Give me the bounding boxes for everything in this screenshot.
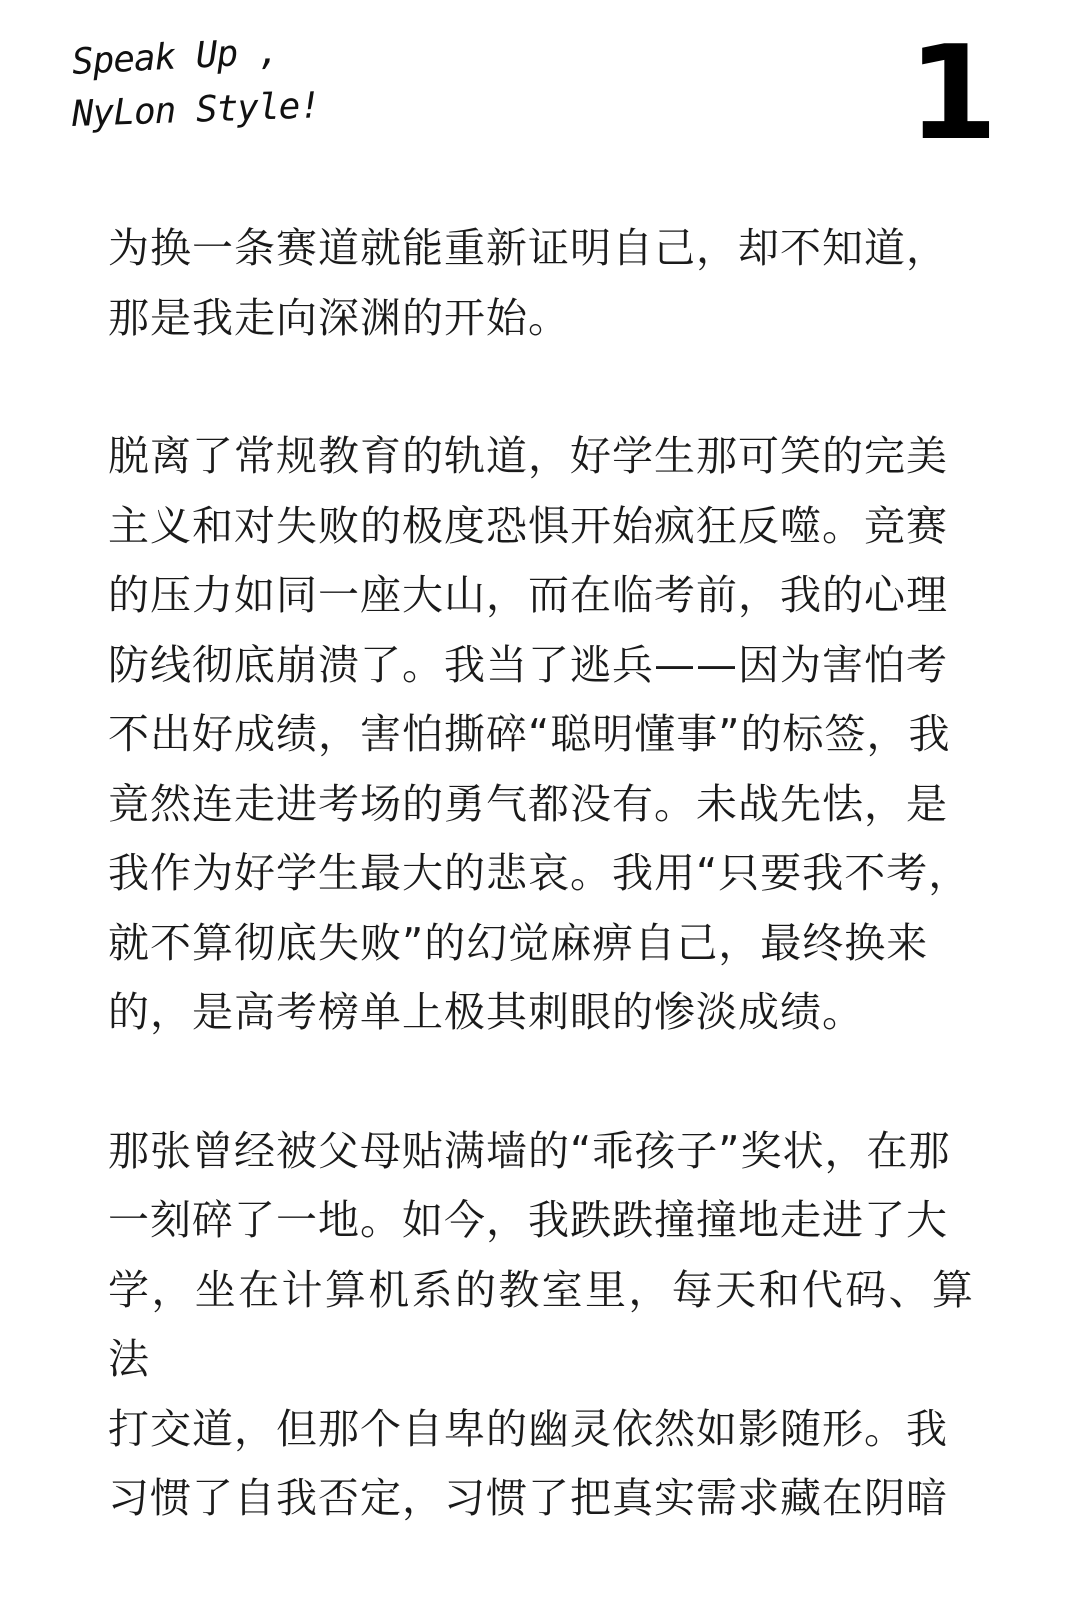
logo-line-1: Speak Up ,	[70, 31, 280, 83]
paragraph-3: 那张曾经被父母贴满墙的“乖孩子”奖状，在那 一刻碎了一地。如今，我跌跌撞撞地走进了大 学，坐在计算机系的教室里，每天和代码、算法 打交道，但那个自卑的幽灵依然如影随形。我 习惯了自我否定，习惯了把真实需求藏在阴暗	[108, 1126, 974, 1522]
paragraph-1: 为换一条赛道就能重新证明自己，却不知道， 那是我走向深渊的开始。	[108, 224, 948, 342]
speak-up-logo	[70, 31, 342, 158]
page-number: 1	[907, 17, 998, 169]
page-header	[0, 0, 1080, 180]
paragraph-2: 脱离了常规教育的轨道，好学生那可笑的完美 主义和对失败的极度恐惧开始疯狂反噬。竞赛 的压力如同一座大山，而在临考前，我的心理 防线彻底崩溃了。我当了逃兵——因为害怕考 不出好成绩，害怕撕碎“聪明懂事”的标签，我 竟然连走进考场的勇气都没有。未战先怯，是 我作为好学生最大的悲哀。我用“只要我不考， 就不算彻底失败”的幻觉麻痹自己，最终换来 的，是高考榜单上极其刺眼的惨淡成绩。	[108, 432, 971, 1036]
logo-line-2: NyLon Style!	[71, 85, 321, 135]
article-body	[108, 214, 974, 1603]
